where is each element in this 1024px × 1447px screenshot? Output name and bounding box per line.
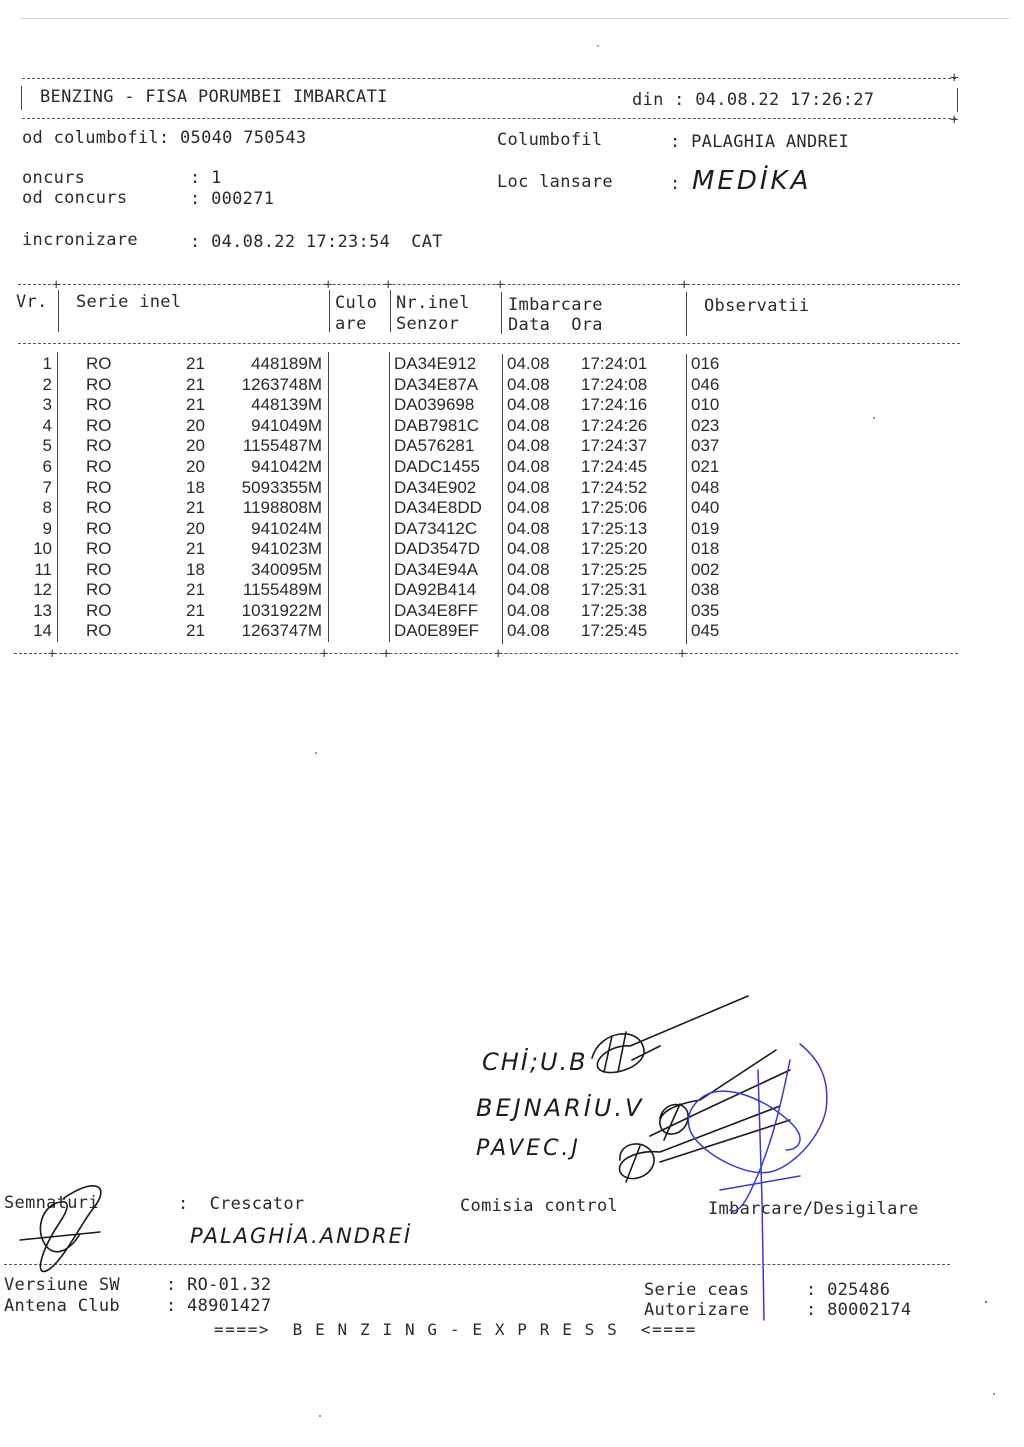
breeder-signature-tail <box>20 1232 100 1240</box>
row-nr: 3 <box>42 395 52 414</box>
row-time: 17:25:06 <box>581 498 648 517</box>
row-date: 04.08 <box>507 416 550 435</box>
row-nr: 13 <box>33 601 52 620</box>
row-obs: 016 <box>691 354 720 373</box>
col-nrinel-header-1: Nr.inel <box>396 293 470 313</box>
row-ring: 448139M <box>251 395 322 414</box>
cod-concurs-label: od concurs <box>22 188 128 208</box>
loc-lansare-handwritten: MEDİKA <box>692 166 812 196</box>
speck-1 <box>597 45 599 47</box>
row-ring: 941023M <box>251 539 322 558</box>
row-nr: 1 <box>42 354 52 373</box>
speck-4 <box>985 1301 987 1303</box>
header-corner-mark-bottom: + <box>950 112 959 128</box>
row-date: 04.08 <box>507 375 550 394</box>
report-date: din : 04.08.22 17:26:27 <box>632 90 875 110</box>
row-nr: 12 <box>33 580 52 599</box>
row-time: 17:25:20 <box>581 539 648 558</box>
row-country: RO <box>86 457 112 476</box>
row-year: 21 <box>186 498 205 517</box>
row-ring: 448189M <box>251 354 322 373</box>
row-obs: 023 <box>691 416 720 435</box>
row-country: RO <box>86 416 112 435</box>
row-country: RO <box>86 436 112 455</box>
loc-lansare-colon: : <box>670 174 681 194</box>
autorizare-value: : 80002174 <box>806 1300 912 1320</box>
row-sensor: DA0E89EF <box>394 621 480 640</box>
row-time: 17:25:31 <box>581 580 648 599</box>
row-date: 04.08 <box>507 539 550 558</box>
row-year: 21 <box>186 375 205 394</box>
table-cross-4: + <box>496 277 505 293</box>
col-imbarcare-header-1: Imbarcare <box>508 295 603 315</box>
row-time: 17:24:52 <box>581 478 648 497</box>
row-country: RO <box>86 519 112 538</box>
row-time: 17:25:25 <box>581 560 648 579</box>
row-year: 21 <box>186 621 205 640</box>
col-nr-header: Vr. <box>16 292 48 312</box>
row-obs: 038 <box>691 580 720 599</box>
row-time: 17:24:26 <box>581 416 648 435</box>
row-country: RO <box>86 601 112 620</box>
row-obs: 002 <box>691 560 720 579</box>
commission-name-1: CHİ;U.B <box>482 1048 588 1076</box>
commission-signature-1 <box>592 996 748 1073</box>
row-time: 17:24:08 <box>581 375 648 394</box>
row-nr: 10 <box>33 539 52 558</box>
row-year: 20 <box>186 416 205 435</box>
row-obs: 040 <box>691 498 720 517</box>
row-obs: 021 <box>691 457 720 476</box>
row-date: 04.08 <box>507 395 550 414</box>
row-country: RO <box>86 560 112 579</box>
col-observatii-header: Observatii <box>704 296 810 316</box>
row-time: 17:25:45 <box>581 621 648 640</box>
speck-3 <box>873 417 875 419</box>
row-obs: 048 <box>691 478 720 497</box>
row-nr: 5 <box>42 436 52 455</box>
row-nr: 14 <box>33 621 52 640</box>
commission-name-2: BEJNARİU.V <box>476 1094 645 1122</box>
row-date: 04.08 <box>507 354 550 373</box>
row-country: RO <box>86 354 112 373</box>
row-time: 17:24:16 <box>581 395 648 414</box>
row-year: 21 <box>186 354 205 373</box>
blue-ink-signature-stroke-c <box>720 1176 800 1190</box>
table-cross-1: + <box>52 277 61 293</box>
row-ring: 1263747M <box>241 621 322 640</box>
row-ring: 1155489M <box>242 580 322 599</box>
col-serie-inel-header: Serie inel <box>76 292 182 312</box>
row-year: 21 <box>186 601 205 620</box>
row-nr: 7 <box>42 478 52 497</box>
row-obs: 046 <box>691 375 720 394</box>
row-nr: 6 <box>42 457 52 476</box>
row-country: RO <box>86 395 112 414</box>
serie-ceas-label: Serie ceas <box>644 1280 750 1300</box>
row-sensor: DA34E94A <box>394 560 479 579</box>
antena-label: Antena Club <box>4 1296 120 1316</box>
row-year: 18 <box>186 560 205 579</box>
row-date: 04.08 <box>507 621 550 640</box>
row-year: 21 <box>186 539 205 558</box>
row-date: 04.08 <box>507 519 550 538</box>
commission-name-3: PAVEC.J <box>476 1136 581 1161</box>
table-cross-2: + <box>324 277 333 293</box>
crescator-label: : Crescator <box>178 1194 305 1214</box>
row-year: 20 <box>186 436 205 455</box>
report-title: BENZING - FISA PORUMBEI IMBARCATI <box>40 87 388 107</box>
row-year: 21 <box>186 395 205 414</box>
table-cross-b5: + <box>678 646 687 662</box>
row-ring: 941024M <box>251 519 322 538</box>
row-sensor: DADC1455 <box>394 457 480 476</box>
row-year: 20 <box>186 457 205 476</box>
comisia-control-label: Comisia control <box>460 1196 619 1216</box>
table-cross-3: + <box>384 277 393 293</box>
sincronizare: incronizare <box>22 230 138 250</box>
versiune-value: : RO-01.32 <box>166 1275 272 1295</box>
row-sensor: DA039698 <box>394 395 475 414</box>
row-nr: 9 <box>42 519 52 538</box>
row-date: 04.08 <box>507 601 550 620</box>
row-ring: 1031922M <box>241 601 322 620</box>
row-obs: 037 <box>691 436 720 455</box>
row-time: 17:24:45 <box>581 457 648 476</box>
commission-signature-3 <box>619 1106 780 1179</box>
row-sensor: DA576281 <box>394 436 475 455</box>
row-time: 17:25:13 <box>581 519 648 538</box>
row-date: 04.08 <box>507 580 550 599</box>
row-date: 04.08 <box>507 436 550 455</box>
sincronizare-value: : 04.08.22 17:23:54 CAT <box>190 232 443 252</box>
row-year: 21 <box>186 580 205 599</box>
concurs-label: oncurs <box>22 168 86 188</box>
row-country: RO <box>86 580 112 599</box>
row-country: RO <box>86 498 112 517</box>
row-country: RO <box>86 621 112 640</box>
speck-2 <box>315 752 317 754</box>
semnaturi-label: Semnaturi <box>4 1193 99 1213</box>
row-time: 17:24:01 <box>581 354 648 373</box>
row-obs: 018 <box>691 539 720 558</box>
breeder-handwritten-name: PALAGHİA.ANDREİ <box>190 1224 413 1248</box>
table-cross-b1: + <box>48 646 57 662</box>
loc-lansare-label: Loc lansare <box>497 172 613 192</box>
row-date: 04.08 <box>507 498 550 517</box>
col-culoare-header-2: are <box>335 314 367 334</box>
columbofil-value: : PALAGHIA ANDREI <box>670 132 850 152</box>
row-date: 04.08 <box>507 560 550 579</box>
brand-banner: ====> B E N Z I N G - E X P R E S S <==== <box>214 1320 698 1339</box>
blue-ink-signature-stroke <box>758 1070 764 1320</box>
imbarcare-desigilare-label: Imbarcare/Desigilare <box>708 1199 919 1219</box>
versiune-label: Versiune SW <box>4 1275 120 1295</box>
autorizare-label: Autorizare <box>644 1300 750 1320</box>
table-cross-b3: + <box>382 646 391 662</box>
row-ring: 1198808M <box>242 498 322 517</box>
speck-6 <box>319 1415 321 1417</box>
row-country: RO <box>86 375 112 394</box>
cod-columbofil: od columbofil: 05040 750543 <box>22 128 307 148</box>
row-country: RO <box>86 539 112 558</box>
columbofil-label: Columbofil <box>497 130 603 150</box>
row-country: RO <box>86 478 112 497</box>
row-obs: 045 <box>691 621 720 640</box>
row-nr: 2 <box>42 375 52 394</box>
serie-ceas-value: : 025486 <box>806 1280 891 1300</box>
speck-5 <box>993 1393 995 1395</box>
row-sensor: DAD3547D <box>394 539 480 558</box>
table-cross-b4: + <box>494 646 503 662</box>
row-sensor: DA34E902 <box>394 478 477 497</box>
table-cross-5: + <box>680 277 689 293</box>
row-sensor: DA92B414 <box>394 580 477 599</box>
col-imbarcare-header-2: Data Ora <box>508 315 603 335</box>
row-ring: 941042M <box>251 457 322 476</box>
row-year: 20 <box>186 519 205 538</box>
row-sensor: DA34E912 <box>394 354 477 373</box>
row-sensor: DA34E87A <box>394 375 479 394</box>
row-ring: 1263748M <box>241 375 322 394</box>
row-sensor: DAB7981C <box>394 416 480 435</box>
antena-value: : 48901427 <box>166 1296 272 1316</box>
row-nr: 11 <box>34 560 52 579</box>
table-cross-b2: + <box>320 646 329 662</box>
header-corner-mark: + <box>950 70 959 86</box>
breeder-signature <box>40 1186 100 1272</box>
row-ring: 5093355M <box>241 478 322 497</box>
row-obs: 010 <box>691 395 720 414</box>
row-time: 17:25:38 <box>581 601 648 620</box>
row-obs: 035 <box>691 601 720 620</box>
col-nrinel-header-2: Senzor <box>396 314 460 334</box>
row-date: 04.08 <box>507 457 550 476</box>
row-time: 17:24:37 <box>581 436 648 455</box>
row-ring: 1155487M <box>242 436 322 455</box>
row-sensor: DA34E8DD <box>394 498 482 517</box>
col-culoare-header-1: Culo <box>335 293 378 313</box>
row-nr: 4 <box>42 416 52 435</box>
concurs-value: : 1 <box>190 168 222 188</box>
cod-concurs-value: : 000271 <box>190 189 275 209</box>
row-obs: 019 <box>691 519 720 538</box>
row-year: 18 <box>186 478 205 497</box>
row-nr: 8 <box>42 498 52 517</box>
row-sensor: DA34E8FF <box>394 601 479 620</box>
row-sensor: DA73412C <box>394 519 478 538</box>
row-ring: 941049M <box>251 416 322 435</box>
row-ring: 340095M <box>251 560 322 579</box>
row-date: 04.08 <box>507 478 550 497</box>
